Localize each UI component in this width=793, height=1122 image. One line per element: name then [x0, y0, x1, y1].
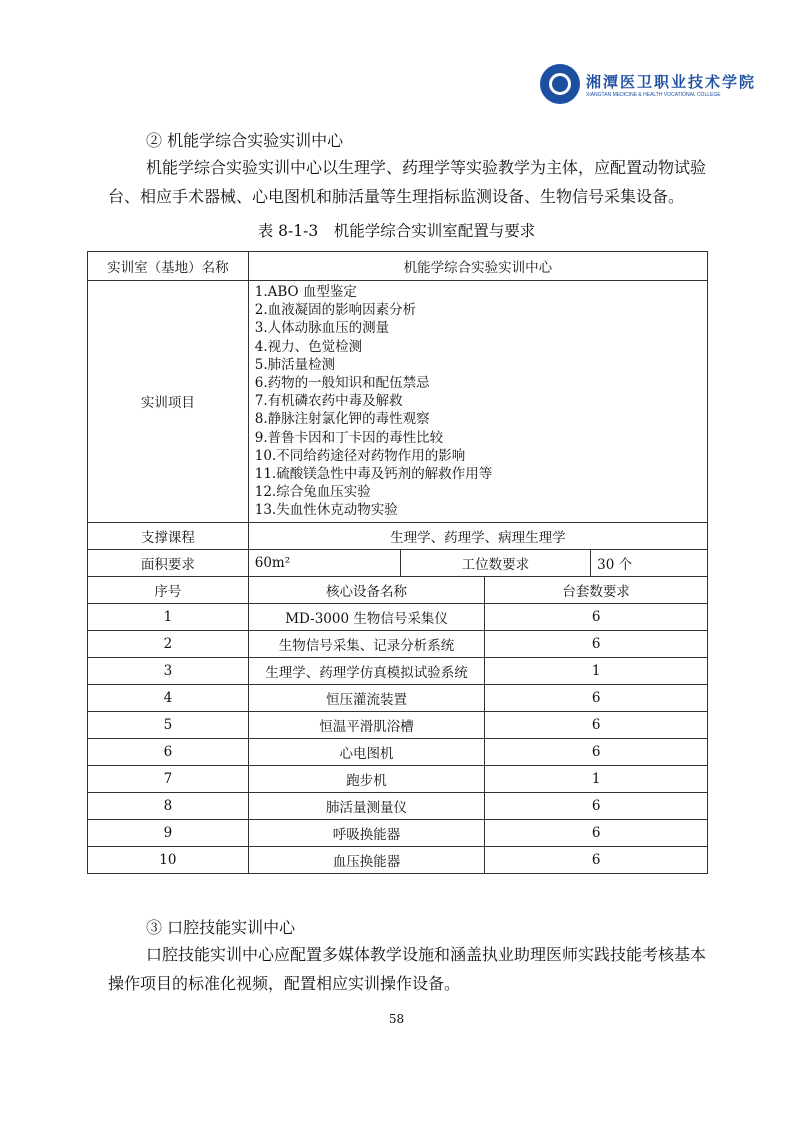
row-quantity: 6	[485, 630, 708, 657]
lab-config-table	[87, 251, 708, 874]
training-item: 2.血液凝固的影响因素分析	[254, 302, 417, 319]
training-item: 7.有机磷农药中毒及解救	[254, 393, 403, 410]
row-equipment: 恒温平滑肌浴槽	[248, 711, 485, 738]
row-quantity: 6	[485, 738, 708, 765]
training-item: 10.不同给药途径对药物作用的影响	[254, 447, 466, 464]
table-row	[88, 819, 708, 846]
table-row	[88, 711, 708, 738]
row-index: 5	[88, 711, 249, 738]
row-equipment: 呼吸换能器	[248, 819, 485, 846]
row-equipment: 心电图机	[248, 738, 485, 765]
training-item: 12.综合兔血压实验	[254, 484, 371, 501]
row-index: 8	[88, 792, 249, 819]
section-paragraph: 机能学综合实验实训中心以生理学、药理学等实验教学为主体，应配置动物试验台、相应手术器械、心电图机和肺活量等生理指标监测设备、生物信号采集设备。	[108, 158, 707, 206]
section-paragraph: 口腔技能实训中心应配置多媒体教学设施和涵盖执业助理医师实践技能考核基本操作项目的标准化视频，配置相应实训操作设备。	[108, 945, 707, 993]
row-index: 3	[88, 657, 249, 684]
name-value: 机能学综合实验实训中心	[248, 252, 707, 281]
course-label: 支撑课程	[88, 522, 249, 549]
row-quantity: 1	[485, 657, 708, 684]
course-value: 生理学、药理学、病理生理学	[248, 522, 707, 549]
area-value: 60m²	[248, 549, 400, 576]
row-index: 2	[88, 630, 249, 657]
table-caption: 表 8-1-3 机能学综合实训室配置与要求	[257, 222, 536, 240]
row-equipment: 生物信号采集、记录分析系统	[248, 630, 485, 657]
row-quantity: 6	[485, 684, 708, 711]
items-list	[248, 281, 707, 523]
station-label: 工位数要求	[400, 549, 591, 576]
section-heading: ② 机能学综合实验实训中心	[146, 131, 344, 150]
name-label: 实训室（基地）名称	[88, 252, 249, 281]
row-quantity: 6	[485, 792, 708, 819]
row-equipment: 跑步机	[248, 765, 485, 792]
training-item: 5.肺活量检测	[254, 356, 336, 373]
col-header-quantity: 台套数要求	[485, 576, 708, 603]
table-row	[88, 765, 708, 792]
table-row	[88, 792, 708, 819]
page-number: 58	[388, 1012, 405, 1026]
row-index: 1	[88, 603, 249, 630]
row-equipment: 血压换能器	[248, 846, 485, 873]
row-equipment: 生理学、药理学仿真模拟试验系统	[248, 657, 485, 684]
row-equipment: 肺活量测量仪	[248, 792, 485, 819]
college-seal-icon	[540, 64, 580, 104]
row-quantity: 6	[485, 711, 708, 738]
table-row	[88, 657, 708, 684]
table-row	[88, 603, 708, 630]
row-quantity: 1	[485, 765, 708, 792]
table-row	[88, 846, 708, 873]
college-logo	[540, 64, 756, 104]
training-item: 11.硫酸镁急性中毒及钙剂的解救作用等	[254, 466, 493, 483]
training-item: 3.人体动脉血压的测量	[254, 320, 390, 337]
row-equipment: 恒压灌流装置	[248, 684, 485, 711]
row-index: 7	[88, 765, 249, 792]
training-item: 6.药物的一般知识和配伍禁忌	[254, 375, 430, 392]
training-item: 4.视力、色觉检测	[254, 338, 363, 355]
row-index: 4	[88, 684, 249, 711]
col-header-equipment: 核心设备名称	[248, 576, 485, 603]
items-label: 实训项目	[88, 281, 249, 523]
training-item: 8.静脉注射氯化钾的毒性观察	[254, 411, 430, 428]
area-label: 面积要求	[88, 549, 249, 576]
row-index: 6	[88, 738, 249, 765]
training-item: 1.ABO 血型鉴定	[254, 284, 357, 300]
row-index: 9	[88, 819, 249, 846]
training-item: 13.失血性休克动物实验	[254, 502, 398, 519]
row-quantity: 6	[485, 846, 708, 873]
station-value: 30 个	[591, 549, 708, 576]
logo-cn: 湘潭医卫职业技术学院	[586, 72, 757, 91]
row-quantity: 6	[485, 819, 708, 846]
logo-en: XIANGTAN MEDICINE & HEALTH VOCATIONAL COLLEGE	[586, 91, 721, 98]
row-equipment: MD-3000 生物信号采集仪	[248, 603, 485, 630]
row-index: 10	[88, 846, 249, 873]
table-row	[88, 738, 708, 765]
training-item: 9.普鲁卡因和丁卡因的毒性比较	[254, 429, 444, 446]
section-heading: ③ 口腔技能实训中心	[146, 918, 296, 937]
row-quantity: 6	[485, 603, 708, 630]
col-header-index: 序号	[88, 576, 249, 603]
table-row	[88, 630, 708, 657]
table-row	[88, 684, 708, 711]
